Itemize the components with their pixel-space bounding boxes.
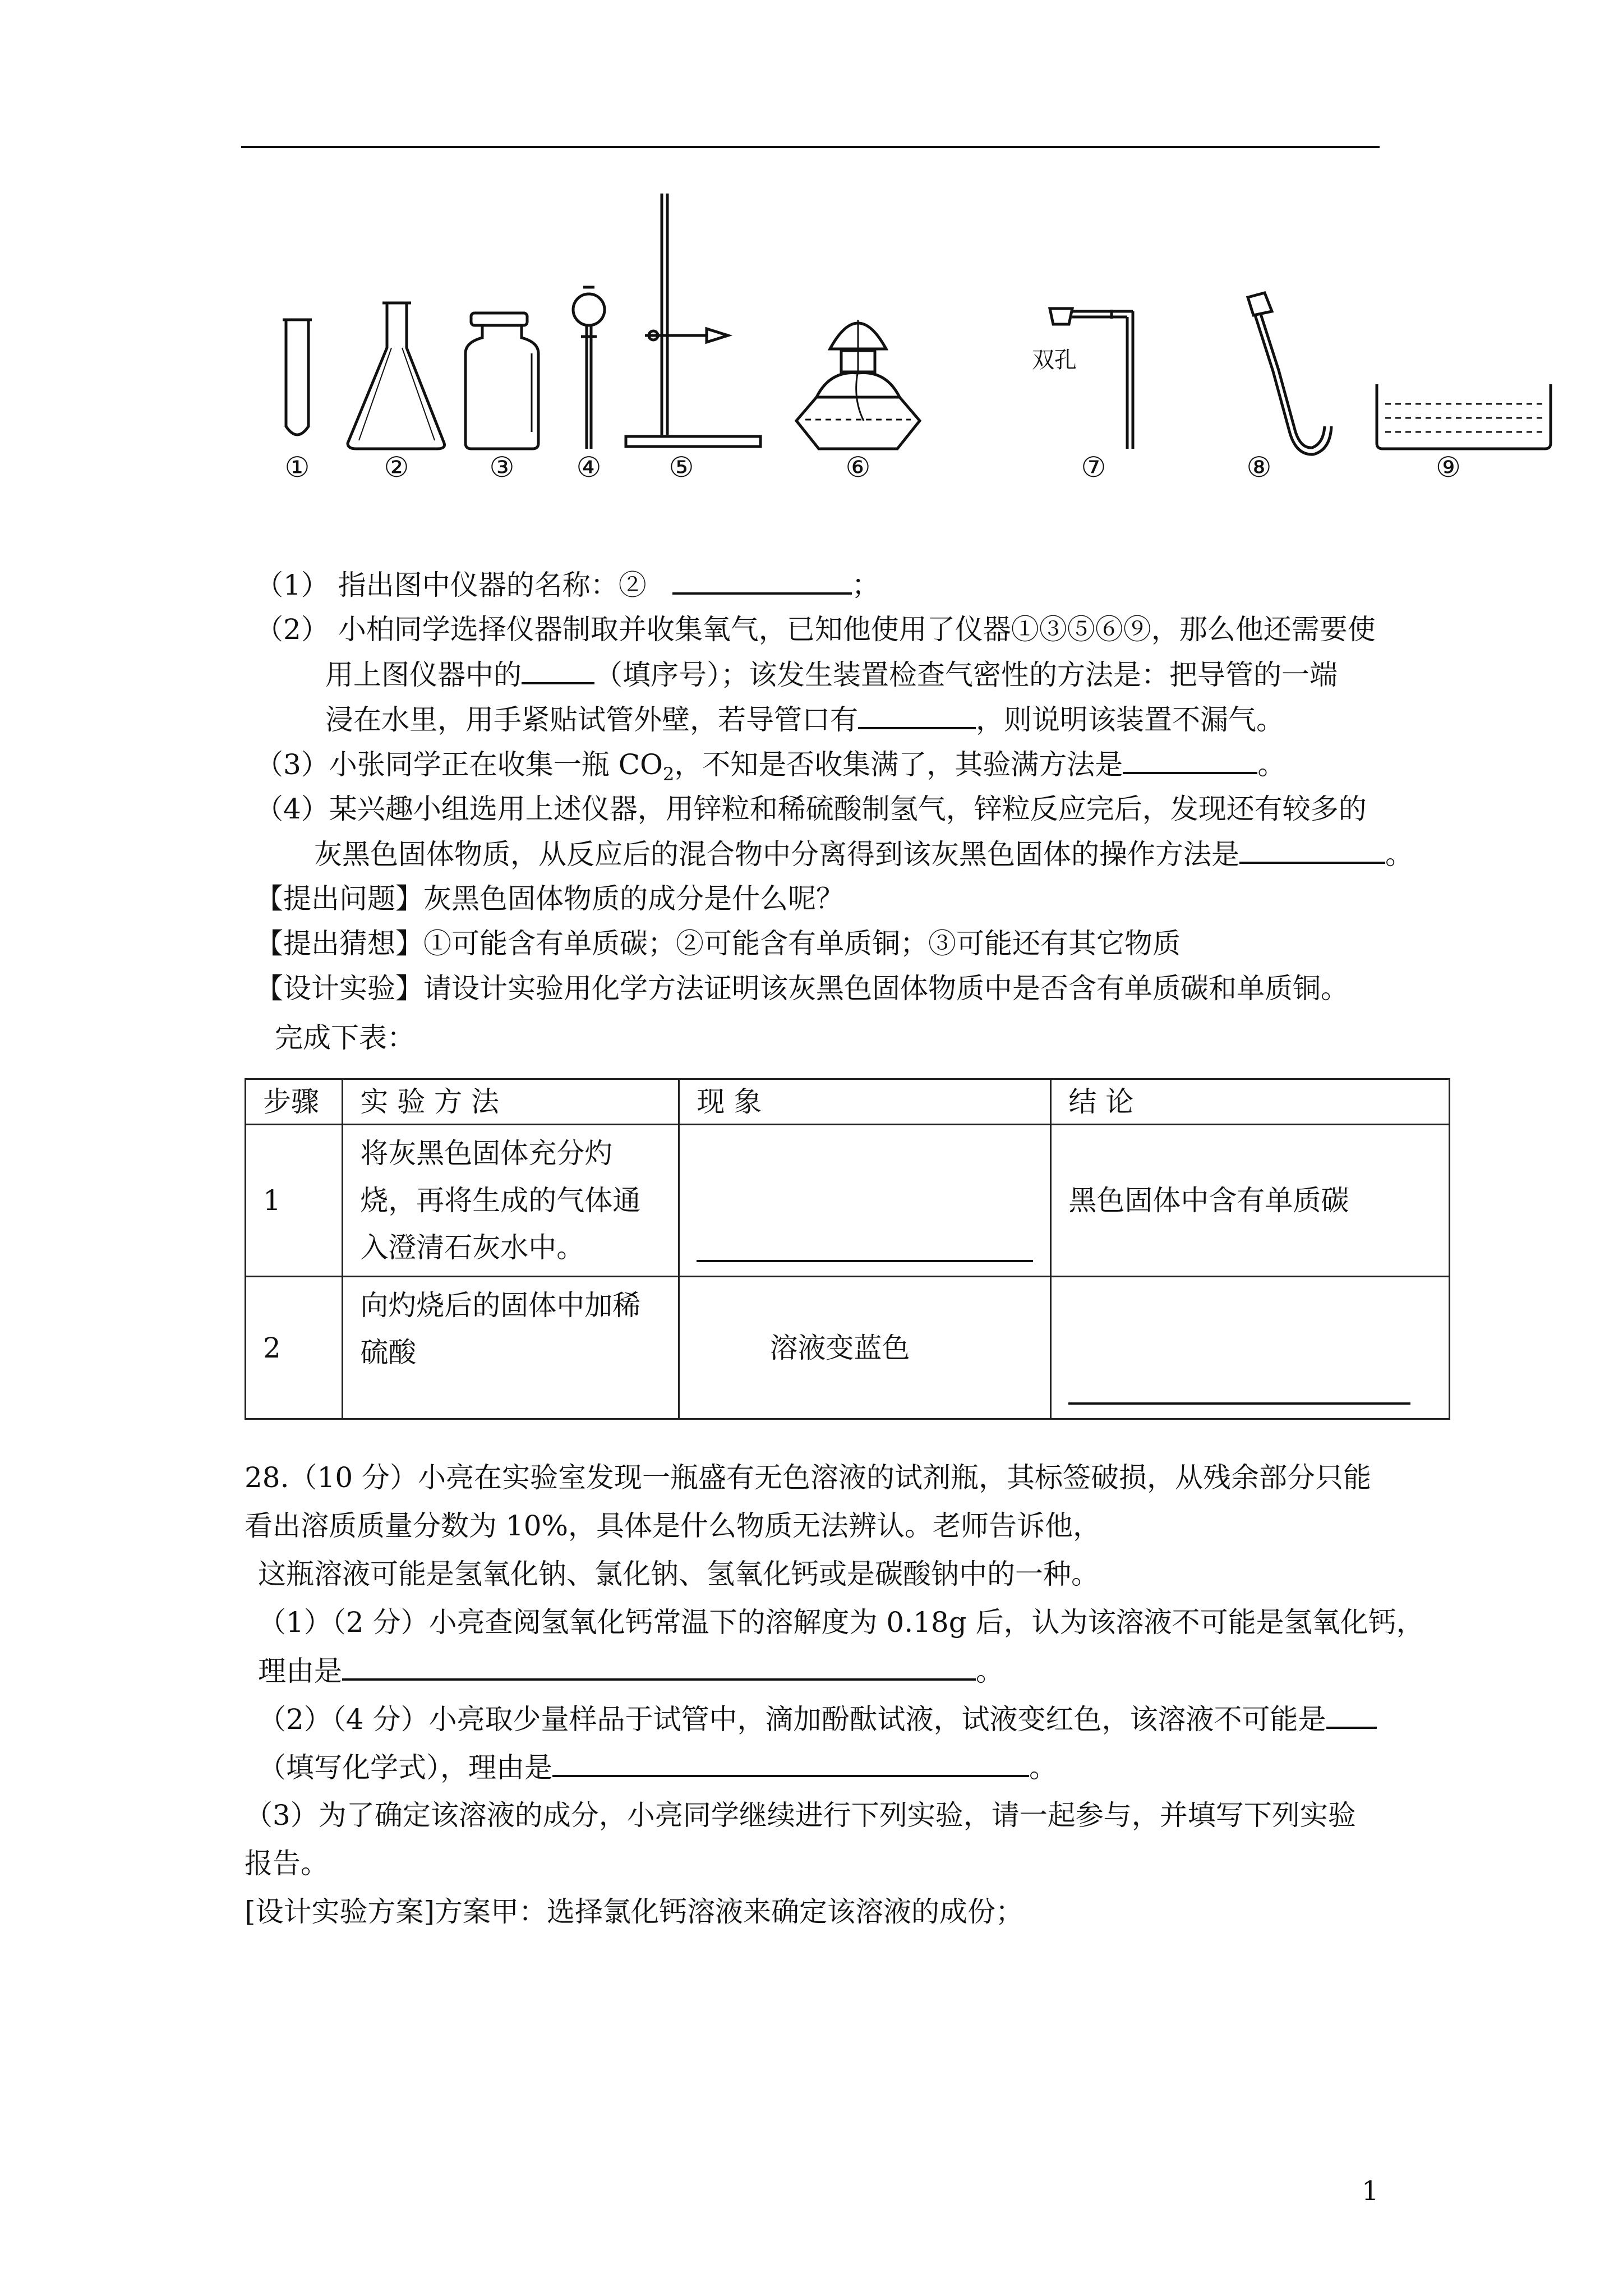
question-3: （3）小张同学正在收集一瓶 $CO_2$，不知是否收集满了，其验满方法是 。: [255, 748, 1286, 785]
answer-blank-q3[interactable]: [1123, 747, 1257, 774]
design-experiment: 【设计实验】请设计实验用化学方法证明该灰黑色固体物质中是否含有单质碳和单质铜。: [255, 972, 1349, 1005]
q28-line2: 看出溶质质量分数为 10%，具体是什么物质无法辨认。老师告诉他，: [245, 1510, 1101, 1542]
answer-blank-q28-2a[interactable]: [1326, 1702, 1377, 1729]
test-tube-icon: [283, 320, 312, 435]
complete-table-label: 完成下表：: [275, 1022, 415, 1054]
q28-line1: 28.（10 分）小亮在实验室发现一瓶盛有无色溶液的试剂瓶，其标签破损，从残余部分只能: [245, 1461, 1372, 1494]
svg-text:⑧: ⑧: [1246, 451, 1272, 484]
conical-flask-icon: [348, 303, 445, 449]
svg-text:⑨: ⑨: [1436, 451, 1461, 484]
propose-question: 【提出问题】灰黑色固体物质的成分是什么呢？: [255, 882, 844, 915]
question-4-line1: （4）某兴趣小组选用上述仪器，用锌粒和稀硫酸制氢气，锌粒反应完后，发现还有较多的: [255, 793, 1367, 825]
question-2-line3: 浸在水里，用手紧贴试管外壁，若导管口有 ，则说明该装置不漏气。: [325, 703, 1284, 736]
q28-p1-line2: 理由是 。: [258, 1655, 1004, 1687]
header-rule: [241, 146, 1380, 148]
svg-text:①: ①: [284, 451, 310, 484]
answer-blank-q1[interactable]: [672, 568, 852, 595]
q28-p2-line1: （2）（4 分）小亮取少量样品于试管中，滴加酚酞试液，试液变红色，该溶液不可能是: [258, 1702, 1377, 1736]
gas-jar-icon: [465, 313, 538, 449]
water-trough-icon: [1377, 384, 1551, 449]
q28-p3-line2: 报告。: [245, 1847, 329, 1880]
answer-blank-q4[interactable]: [1239, 837, 1385, 864]
q28-plan: [设计实验方案]方案甲：选择氯化钙溶液来确定该溶液的成份；: [245, 1895, 1024, 1928]
q28-p2-line2: （填写化学式），理由是 。: [258, 1751, 1057, 1784]
stopper-tube-icon: [1050, 309, 1133, 449]
question-2-line2: 用上图仪器中的 （填序号）；该发生装置检查气密性的方法是：把导管的一端: [325, 659, 1338, 691]
svg-text:②: ②: [384, 451, 409, 484]
page-number: 1: [1362, 2175, 1379, 2207]
answer-blank-conclusion[interactable]: [1068, 1402, 1410, 1405]
svg-text:③: ③: [489, 451, 515, 484]
hypothesis: 【提出猜想】①可能含有单质碳；②可能含有单质铜；③可能还有其它物质: [255, 927, 1181, 960]
svg-text:⑦: ⑦: [1081, 451, 1106, 484]
answer-blank-q28-2b[interactable]: [552, 1750, 1029, 1777]
q28-p3-line1: （3）为了确定该溶液的成分，小亮同学继续进行下列实验，请一起参与，并填写下列实验: [245, 1799, 1356, 1832]
question-4-line2: 灰黑色固体物质，从反应后的混合物中分离得到该灰黑色固体的操作方法是 。: [314, 838, 1413, 871]
answer-blank-q2b[interactable]: [858, 702, 976, 729]
apparatus-figure: [236, 185, 1461, 516]
svg-text:④: ④: [576, 451, 602, 484]
q28-p1-line1: （1）（2 分）小亮查阅氢氧化钙常温下的溶解度为 0.18g 后，认为该溶液不可能是氢氧化钙，: [258, 1606, 1424, 1639]
separatory-funnel-icon: [573, 287, 605, 449]
alcohol-lamp-icon: [796, 320, 920, 449]
svg-text:⑤: ⑤: [668, 451, 694, 484]
table-row: 2 向灼烧后的固体中加稀硫酸 溶液变蓝色: [246, 1277, 1450, 1419]
answer-blank-q28-1[interactable]: [342, 1654, 976, 1681]
question-1: （1） 指出图中仪器的名称：② ；: [255, 569, 880, 601]
q28-line3: 这瓶溶液可能是氢氧化钠、氯化钠、氢氧化钙或是碳酸钠中的一种。: [258, 1558, 1099, 1590]
table-header-row: 步骤 实 验 方 法 现 象 结 论: [246, 1079, 1450, 1125]
iron-stand-icon: [626, 194, 760, 447]
table-row: 1 将灰黑色固体充分灼烧，再将生成的气体通入澄清石灰水中。 黑色固体中含有单质碳: [246, 1125, 1450, 1277]
answer-blank-q2a[interactable]: [522, 657, 594, 684]
svg-text:⑥: ⑥: [845, 451, 871, 484]
experiment-table: [245, 1078, 1450, 1420]
answer-blank-phenomenon[interactable]: [697, 1260, 1033, 1262]
question-2-line1: （2） 小柏同学选择仪器制取并收集氧气，已知他使用了仪器①③⑤⑥⑨，那么他还需要使: [255, 613, 1376, 646]
shuangkong-label: 双孔: [1032, 347, 1077, 373]
stopper-jtube-icon: [1248, 293, 1331, 454]
